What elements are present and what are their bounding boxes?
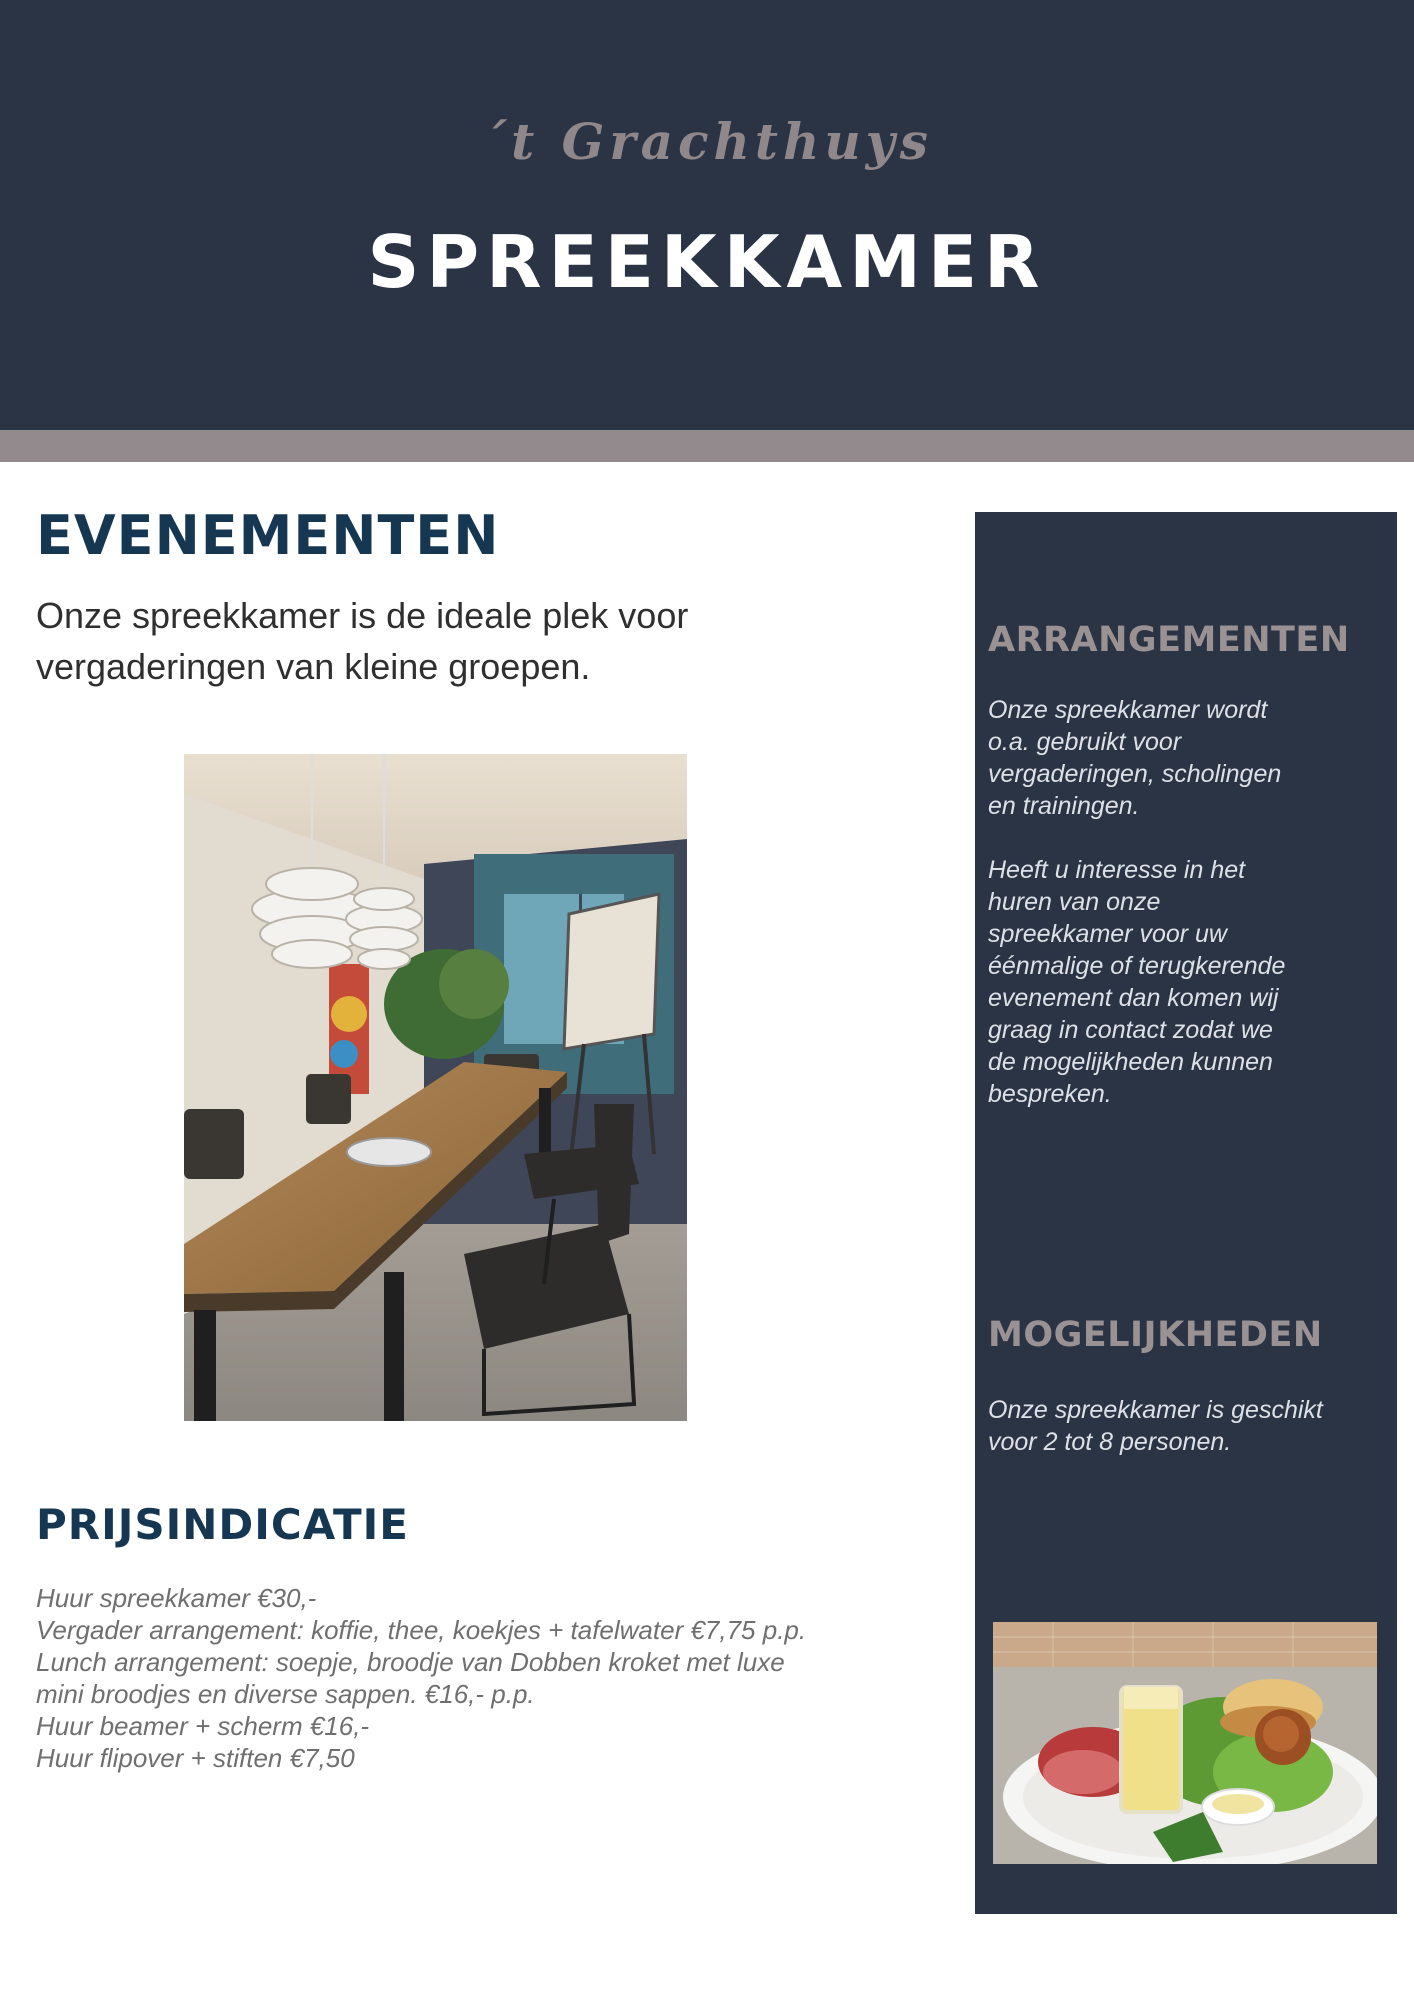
brand-logo-text: ´t Grachthuys: [481, 112, 933, 171]
arrangements-line: en trainingen.: [988, 792, 1140, 820]
header-divider: [0, 430, 1414, 462]
possibilities-line: voor 2 tot 8 personen.: [988, 1428, 1232, 1456]
possibilities-text: [988, 1394, 1388, 1458]
arrangements-line: graag in contact zodat we: [988, 1016, 1273, 1044]
intro-line: vergaderingen van kleine groepen.: [36, 646, 591, 687]
arrangements-line: evenement dan komen wij: [988, 984, 1279, 1012]
price-line: Lunch arrangement: soepje, broodje van Dobben kroket met luxe: [36, 1647, 785, 1677]
arrangements-line: spreekkamer voor uw: [988, 920, 1227, 948]
arrangements-line: Heeft u interesse in het: [988, 856, 1246, 884]
arrangements-line: bespreken.: [988, 1080, 1112, 1108]
price-line: Huur beamer + scherm €16,-: [36, 1711, 370, 1741]
price-line: mini broodjes en diverse sappen. €16,- p.p.: [36, 1679, 535, 1709]
intro-line: Onze spreekkamer is de ideale plek voor: [36, 595, 689, 636]
price-line: Vergader arrangement: koffie, thee, koekjes + tafelwater €7,75 p.p.: [36, 1615, 807, 1645]
info-sidebar: [975, 512, 1397, 1914]
arrangements-line: de mogelijkheden kunnen: [988, 1048, 1273, 1076]
arrangements-line: o.a. gebruikt voor: [988, 728, 1182, 756]
possibilities-line: Onze spreekkamer is geschikt: [988, 1396, 1323, 1424]
price-line: Huur spreekkamer €30,-: [36, 1583, 317, 1613]
pricing-heading: PRIJSINDICATIE: [36, 1500, 409, 1549]
lunch-photo: [993, 1622, 1377, 1864]
events-intro: [36, 590, 916, 692]
page-title: SPREEKKAMER: [367, 220, 1047, 304]
arrangements-text-2: [988, 854, 1388, 1110]
meeting-room-photo: [184, 754, 687, 1421]
arrangements-line: éénmalige of terugkerende: [988, 952, 1286, 980]
arrangements-line: vergaderingen, scholingen: [988, 760, 1282, 788]
price-line: Huur flipover + stiften €7,50: [36, 1743, 355, 1773]
arrangements-heading: ARRANGEMENTEN: [988, 620, 1350, 660]
arrangements-line: huren van onze: [988, 888, 1161, 916]
header-banner: [0, 0, 1414, 430]
events-heading: EVENEMENTEN: [36, 504, 500, 567]
arrangements-text-1: [988, 694, 1388, 822]
possibilities-heading: MOGELIJKHEDEN: [988, 1315, 1323, 1355]
pricing-list: [36, 1582, 936, 1774]
arrangements-line: Onze spreekkamer wordt: [988, 696, 1268, 724]
